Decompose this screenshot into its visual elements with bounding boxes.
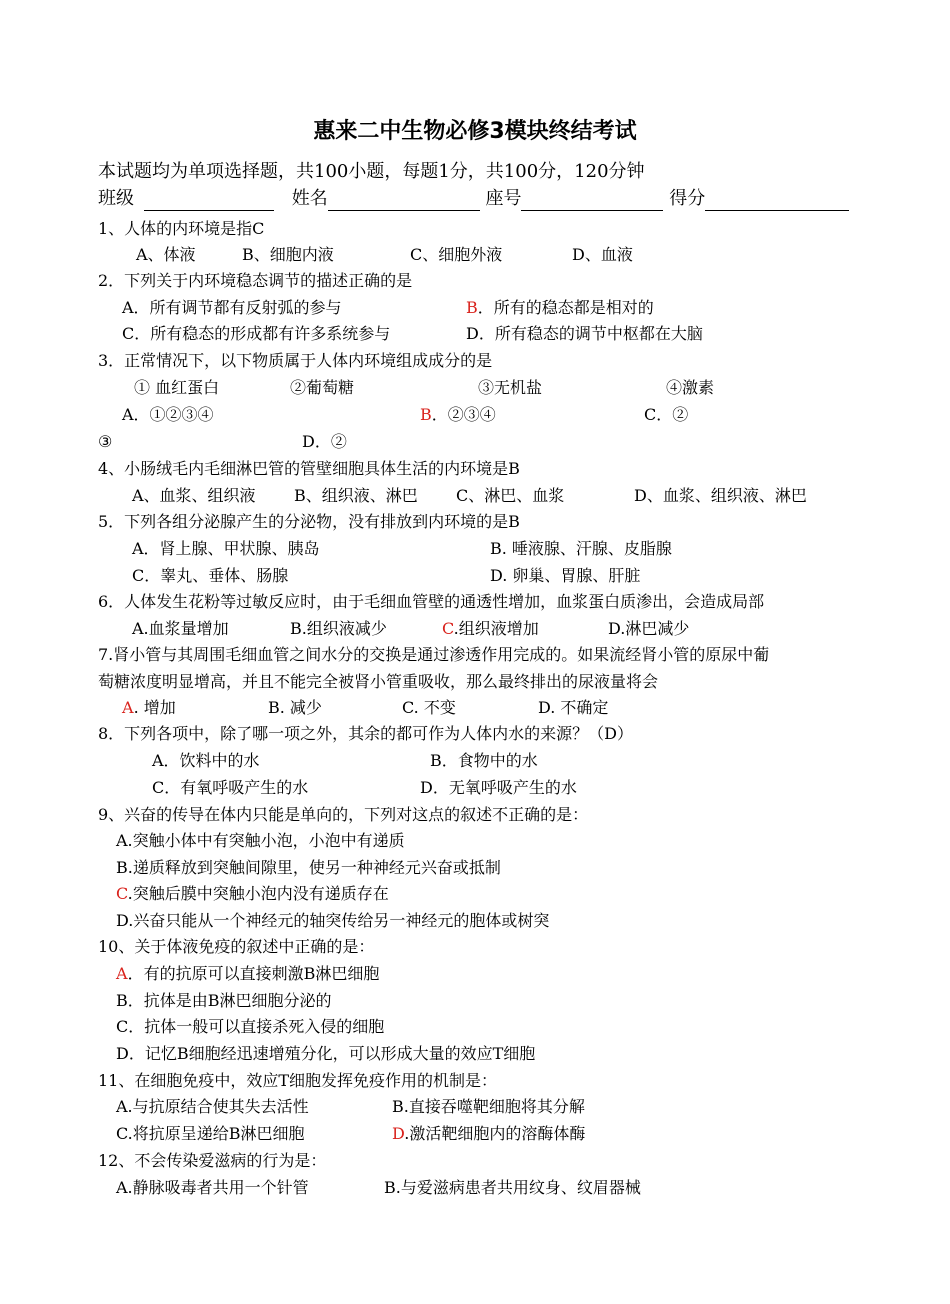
question-stem: 4、小肠绒毛内毛细淋巴管的管壁细胞具体生活的内环境是B (98, 459, 520, 478)
seat-label: 座号 (485, 188, 522, 209)
option-text: A.静脉吸毒者共用一个针管 (116, 1178, 309, 1197)
question-stem: 1、人体的内环境是指C (98, 219, 265, 238)
option-text: B.与爱滋病患者共用纹身、纹眉器械 (384, 1178, 641, 1197)
option-text: A.血浆量增加 (132, 619, 229, 638)
option-text: B.直接吞噬靶细胞将其分解 (392, 1097, 585, 1116)
option-text: B. 唾液腺、汗腺、皮脂腺 (490, 539, 672, 558)
name-blank[interactable] (328, 192, 480, 211)
question-stem: 5．下列各组分泌腺产生的分泌物，没有排放到内环境的是B (98, 512, 520, 531)
option-text: D. 卵巢、胃腺、肝脏 (490, 566, 641, 585)
class-blank[interactable] (144, 192, 274, 211)
option-text: B.组织液减少 (290, 619, 387, 638)
option-text: D、血液 (572, 245, 633, 264)
option-text: D．记忆B细胞经迅速增殖分化，可以形成大量的效应T细胞 (116, 1044, 536, 1063)
option-text: A．饮料中的水 (152, 751, 260, 770)
answer-letter: A (122, 698, 134, 717)
option-text: C．有氧呼吸产生的水 (152, 778, 309, 797)
option-text: A．①②③④ (122, 405, 214, 424)
answer-letter: C (116, 884, 128, 903)
answer-letter: C (442, 619, 454, 638)
option-text: B.递质释放到突触间隙里，使另一种神经元兴奋或抵制 (116, 858, 501, 877)
option-text: C、细胞外液 (410, 245, 503, 264)
seat-blank[interactable] (521, 192, 663, 211)
option-text: C.将抗原呈递给B淋巴细胞 (116, 1124, 305, 1143)
answer-letter: B (420, 405, 432, 424)
question-stem: 7.肾小管与其周围毛细血管之间水分的交换是通过渗透作用完成的。如果流经肾小管的原尿中葡 (98, 645, 770, 664)
option-text: C. 不变 (402, 698, 456, 717)
option-text: C．所有稳态的形成都有许多系统参与 (122, 324, 391, 343)
option-text: D.淋巴减少 (608, 619, 690, 638)
item-text: ④激素 (666, 378, 715, 397)
name-label: 姓名 (291, 188, 328, 209)
option-answer-text: A．有的抗原可以直接刺激B淋巴细胞 (116, 964, 380, 983)
option-text: D．所有稳态的调节中枢都在大脑 (466, 324, 703, 343)
score-label: 得分 (669, 188, 706, 209)
option-text: D.兴奋只能从一个神经元的轴突传给另一神经元的胞体或树突 (116, 911, 550, 930)
question-stem: 6．人体发生花粉等过敏反应时，由于毛细血管壁的通透性增加，血浆蛋白质渗出，会造成局部 (98, 592, 765, 611)
option-text: B．抗体是由B淋巴细胞分泌的 (116, 991, 332, 1010)
option-answer-text: D.激活靶细胞内的溶酶体酶 (392, 1124, 586, 1143)
answer-letter: B (466, 298, 478, 317)
student-info-row (98, 187, 849, 211)
answer-letter: A (116, 964, 128, 983)
option-text: D. 不确定 (538, 698, 609, 717)
item-text: ③无机盐 (478, 378, 543, 397)
option-text: B. 减少 (268, 698, 322, 717)
question-stem-continued: 萄糖浓度明显增高，并且不能完全被肾小管重吸收，那么最终排出的尿液量将会 (98, 672, 659, 691)
item-text: ②葡萄糖 (290, 378, 355, 397)
option-text: C．② (644, 405, 689, 424)
option-text: C．抗体一般可以直接杀死入侵的细胞 (116, 1017, 385, 1036)
score-blank[interactable] (705, 192, 849, 211)
answer-letter: D (392, 1124, 405, 1143)
question-stem: 8．下列各项中，除了哪一项之外，其余的都可作为人体内水的来源？（D） (98, 724, 634, 743)
option-text: D．无氧呼吸产生的水 (420, 778, 577, 797)
option-text: A.与抗原结合使其失去活性 (116, 1097, 309, 1116)
question-stem: 2．下列关于内环境稳态调节的描述正确的是 (98, 271, 413, 290)
option-text: A．肾上腺、甲状腺、胰岛 (132, 539, 320, 558)
option-text: A．所有调节都有反射弧的参与 (122, 298, 342, 317)
option-text: B、细胞内液 (242, 245, 334, 264)
option-answer-text: C.突触后膜中突触小泡内没有递质存在 (116, 884, 389, 903)
option-text: A、血浆、组织液 (132, 486, 256, 505)
option-text: B．食物中的水 (430, 751, 538, 770)
question-stem: 12、不会传染爱滋病的行为是： (98, 1151, 327, 1170)
option-answer-text: C.组织液增加 (442, 619, 539, 638)
exam-title: 惠来二中生物必修3模块终结考试 (313, 119, 637, 144)
option-text: A.突触小体中有突触小泡，小泡中有递质 (116, 831, 405, 850)
question-stem: 3．正常情况下，以下物质属于人体内环境组成成分的是 (98, 351, 493, 370)
option-text: B、组织液、淋巴 (294, 486, 418, 505)
question-stem: 11、在细胞免疫中，效应T细胞发挥免疫作用的机制是： (98, 1071, 498, 1090)
option-answer-text: B．所有的稳态都是相对的 (466, 298, 654, 317)
option-text: C．睾丸、垂体、肠腺 (132, 566, 289, 585)
option-text: D、血浆、组织液、淋巴 (634, 486, 807, 505)
class-label: 班级 (98, 188, 134, 209)
option-text: C、淋巴、血浆 (456, 486, 565, 505)
option-answer-text: B．②③④ (420, 405, 496, 424)
option-answer-text: A. 增加 (122, 698, 176, 717)
option-text-wrap: ③ (98, 432, 113, 451)
option-text: D．② (302, 432, 347, 451)
exam-instructions: 本试题均为单项选择题，共100小题，每题1分，共100分，120分钟 (98, 161, 645, 182)
question-stem: 10、关于体液免疫的叙述中正确的是： (98, 937, 375, 956)
item-text: ① 血红蛋白 (134, 378, 220, 397)
question-stem: 9、兴奋的传导在体内只能是单向的，下列对这点的叙述不正确的是： (98, 805, 589, 824)
option-text: A、体液 (136, 245, 196, 264)
